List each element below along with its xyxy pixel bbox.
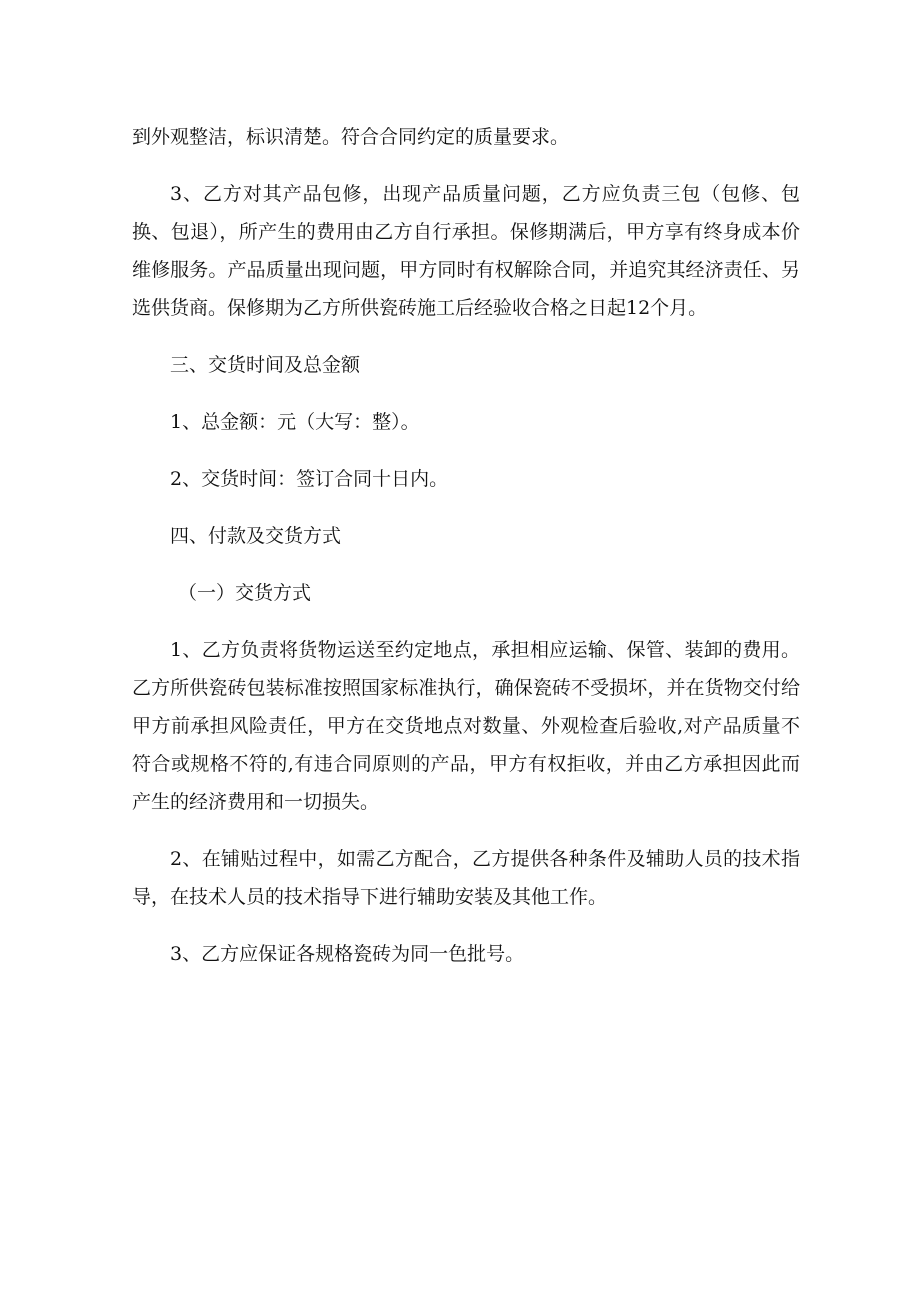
paragraph-batch-number: 3、乙方应保证各规格瓷砖为同一色批号。 [170, 943, 525, 965]
section-heading-delivery-time-amount: 三、交货时间及总金额 [170, 354, 361, 376]
paragraph-installation-support: 2、在铺贴过程中，如需乙方配合，乙方提供各种条件及辅助人员的技术指导，在技术人员的技术指导下进行辅助安装及其他工作。 [132, 848, 800, 908]
paragraph-delivery-time: 2、交货时间：签订合同十日内。 [170, 468, 449, 490]
paragraph-delivery-responsibility: 1、乙方负责将货物运送至约定地点，承担相应运输、保管、装卸的费用。乙方所供瓷砖包装标准按照国家标准执行，确保瓷砖不受损坏，并在货物交付给甲方前承担风险责任，甲方在交货地点对数量、外观检查后验收,对产品质量不符合或规格不符的,有违合同原则的产品，甲方有权拒收，并由乙方承担因此而产生的经济费用和一切损失。 [132, 639, 800, 813]
paragraph-warranty: 3、乙方对其产品包修，出现产品质量问题，乙方应负责三包（包修、包换、包退），所产生的费用由乙方自行承担。保修期满后，甲方享有终身成本价维修服务。产品质量出现问题，甲方同时有权解除合同，并追究其经济责任、另选供货商。保修期为乙方所供瓷砖施工后经验收合格之日起12个月。 [132, 183, 800, 319]
paragraph-quality-continued: 到外观整洁，标识清楚。符合合同约定的质量要求。 [132, 126, 570, 148]
paragraph-total-amount: 1、总金额：元（大写：整）。 [170, 411, 420, 433]
subsection-heading-delivery-method: （一）交货方式 [178, 582, 312, 604]
document-body [132, 118, 800, 973]
section-heading-payment-delivery: 四、付款及交货方式 [170, 525, 342, 547]
